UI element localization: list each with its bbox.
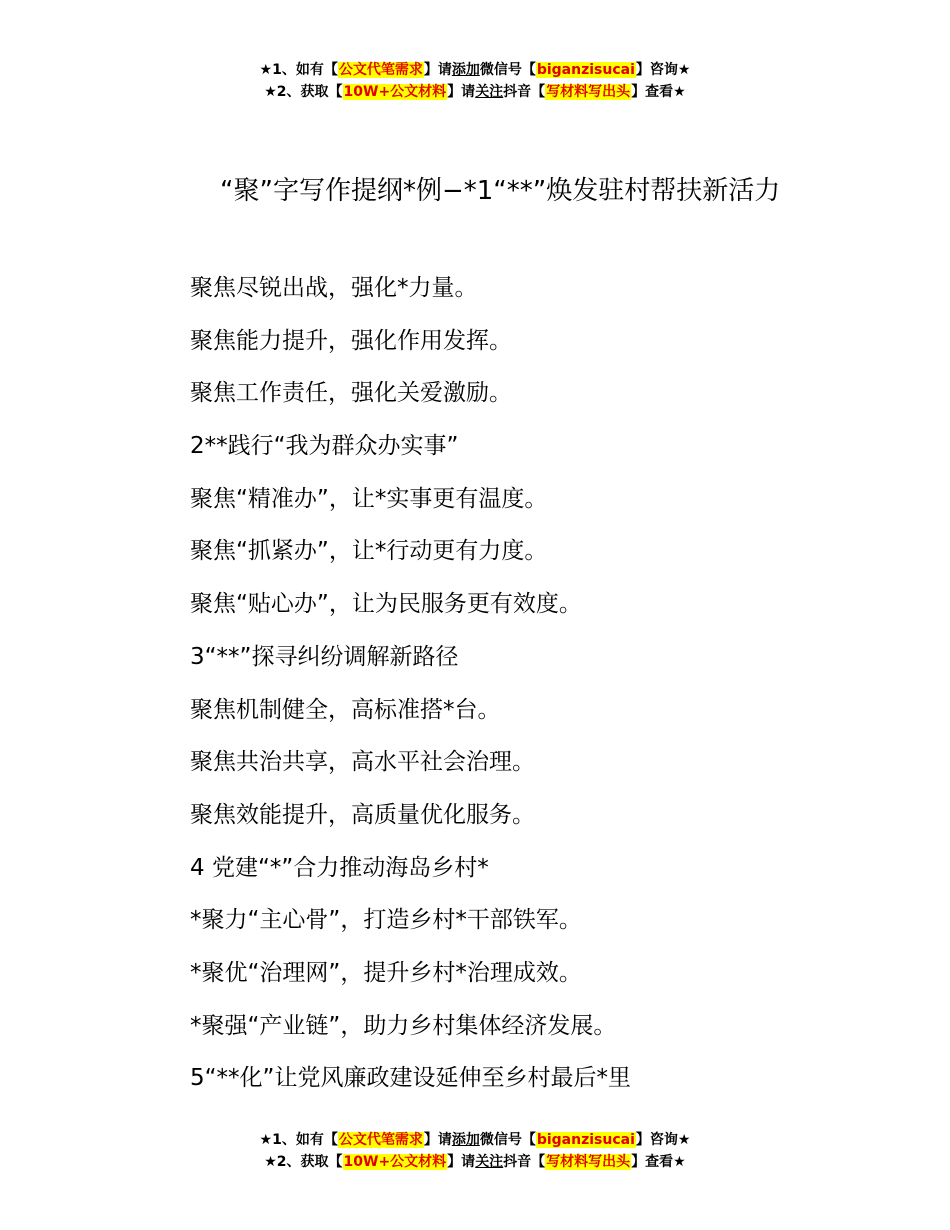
banner-text: 微信号【 — [479, 62, 536, 78]
banner-text: 】查看★ — [631, 1154, 686, 1170]
paragraph: *聚强“产业链”，助力乡村集体经济发展。 — [190, 1012, 617, 1039]
banner-text: 】查看★ — [631, 84, 686, 100]
section-heading: 2**践行“我为群众办实事” — [190, 433, 459, 460]
banner-text: 】请 — [447, 84, 476, 100]
banner-text: ★1、如有【 — [259, 1132, 338, 1148]
banner-text: ★1、如有【 — [259, 62, 338, 78]
banner-text: 微信号【 — [479, 1132, 536, 1148]
highlight-douyin-account: 写材料写出头 — [546, 1154, 631, 1170]
banner-underlined-text: 添加 — [451, 1132, 480, 1148]
paragraph: 聚焦“贴心办”，让为民服务更有效度。 — [190, 591, 582, 618]
paragraph: *聚力“主心骨”，打造乡村*干部铁军。 — [190, 907, 582, 934]
highlight-materials: 10W+公文材料 — [343, 1154, 447, 1170]
banner-line-2 — [0, 81, 950, 103]
banner-text: 】请 — [447, 1154, 476, 1170]
highlight-douyin-account: 写材料写出头 — [546, 84, 631, 100]
banner-text: 】咨询★ — [635, 1132, 691, 1148]
highlight-wechat-id: biganzisucai — [536, 62, 635, 78]
section-heading: 5“**化”让党风廉政建设延伸至乡村最后*里 — [190, 1065, 631, 1092]
paragraph: 聚焦能力提升，强化作用发挥。 — [190, 327, 512, 354]
banner-underlined-text: 关注 — [475, 1154, 504, 1170]
paragraph: *聚优“治理网”，提升乡村*治理成效。 — [190, 959, 582, 986]
highlight-service: 公文代笔需求 — [338, 62, 423, 78]
highlight-service: 公文代笔需求 — [338, 1132, 423, 1148]
paragraph: 聚焦“精准办”，让*实事更有温度。 — [190, 485, 548, 512]
document-title: “聚”字写作提纲*例−*1“**”焕发驻村帮扶新活力 — [220, 176, 781, 206]
banner-line-2 — [0, 1151, 950, 1173]
banner-line-1 — [0, 1129, 950, 1151]
paragraph: 聚焦尽锐出战，强化*力量。 — [190, 275, 478, 301]
header-banner — [0, 59, 950, 103]
banner-text: 】咨询★ — [635, 62, 691, 78]
banner-text: ★2、获取【 — [264, 1154, 343, 1170]
banner-underlined-text: 添加 — [451, 62, 480, 78]
banner-underlined-text: 关注 — [475, 84, 504, 100]
paragraph: 聚焦效能提升，高质量优化服务。 — [190, 801, 535, 828]
section-heading: 3“**”探寻纠纷调解新路径 — [190, 643, 459, 670]
banner-text: 】请 — [423, 62, 452, 78]
highlight-wechat-id: biganzisucai — [536, 1132, 635, 1148]
paragraph: 聚焦工作责任，强化关爱激励。 — [190, 380, 512, 407]
footer-banner — [0, 1129, 950, 1173]
paragraph: 聚焦共治共享，高水平社会治理。 — [190, 749, 535, 776]
highlight-materials: 10W+公文材料 — [343, 84, 447, 100]
banner-text: ★2、获取【 — [264, 84, 343, 100]
paragraph: 聚焦“抓紧办”，让*行动更有力度。 — [190, 538, 548, 565]
paragraph: 聚焦机制健全，高标准搭*台。 — [190, 696, 501, 723]
banner-text: 抖音【 — [503, 84, 546, 100]
document-body — [190, 266, 890, 1109]
section-heading: 4 党建“*”合力推动海岛乡村* — [190, 854, 489, 881]
banner-line-1 — [0, 59, 950, 81]
banner-text: 】请 — [423, 1132, 452, 1148]
banner-text: 抖音【 — [503, 1154, 546, 1170]
